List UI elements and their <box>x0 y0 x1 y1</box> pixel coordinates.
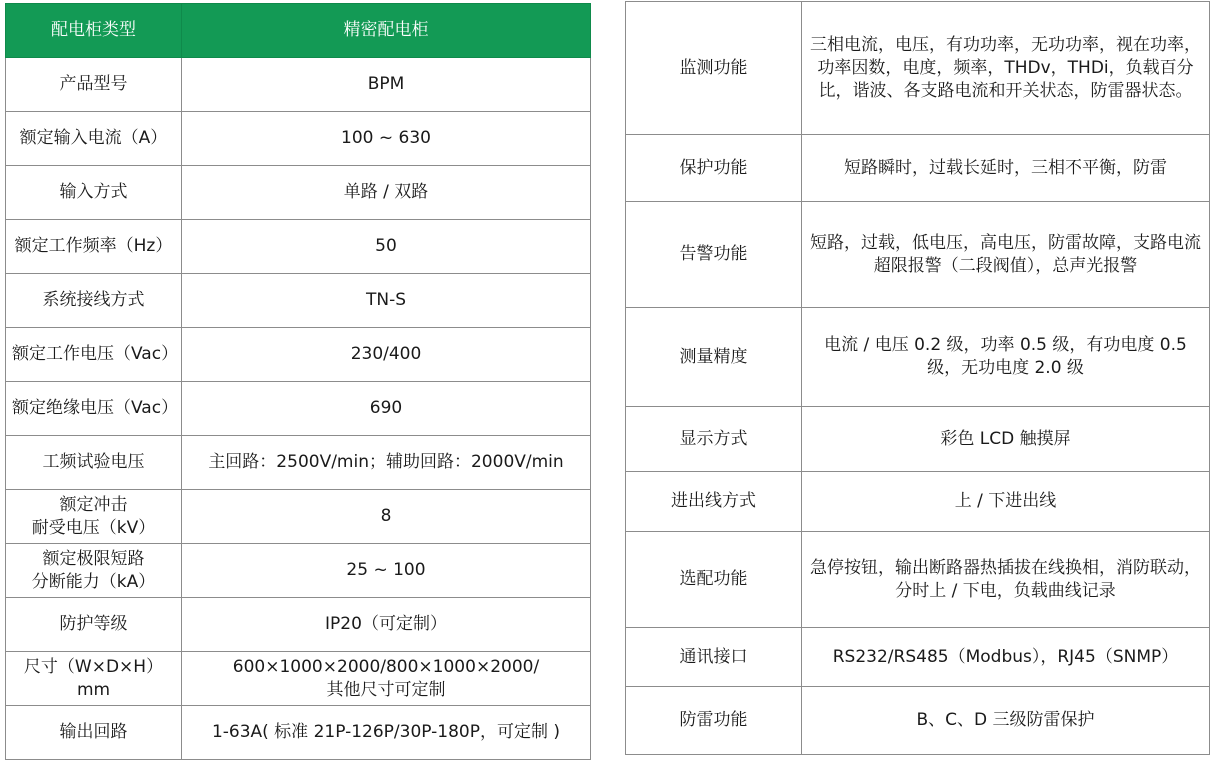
row-value: TN-S <box>182 274 591 328</box>
row-label: 额定绝缘电压（Vac） <box>6 382 182 436</box>
row-label: 测量精度 <box>626 308 802 407</box>
row-label: 系统接线方式 <box>6 274 182 328</box>
row-value: 单路 / 双路 <box>182 166 591 220</box>
table-row <box>626 2 1210 135</box>
row-label: 选配功能 <box>626 532 802 628</box>
row-label: 显示方式 <box>626 407 802 472</box>
table-row <box>6 544 591 598</box>
row-value: RS232/RS485（Modbus），RJ45（SNMP） <box>802 628 1210 687</box>
row-value: 上 / 下进出线 <box>802 472 1210 532</box>
row-label: 额定输入电流（A） <box>6 112 182 166</box>
row-label: 额定极限短路 分断能力（kA） <box>6 544 182 598</box>
row-value: BPM <box>182 58 591 112</box>
header-cabinet-type-value: 精密配电柜 <box>182 4 591 58</box>
table-row <box>6 58 591 112</box>
row-value: B、C、D 三级防雷保护 <box>802 687 1210 755</box>
table-row <box>6 706 591 760</box>
row-value: 230/400 <box>182 328 591 382</box>
row-label: 工频试验电压 <box>6 436 182 490</box>
table-row <box>6 328 591 382</box>
table-row <box>6 598 591 652</box>
table-row <box>626 407 1210 472</box>
table-row <box>6 490 591 544</box>
row-value: 100 ~ 630 <box>182 112 591 166</box>
table-row <box>626 472 1210 532</box>
table-header-row <box>6 4 591 58</box>
table-row <box>6 166 591 220</box>
spec-table-right <box>625 1 1210 755</box>
table-row <box>6 382 591 436</box>
row-label: 通讯接口 <box>626 628 802 687</box>
table-row <box>6 220 591 274</box>
row-label: 防护等级 <box>6 598 182 652</box>
row-label: 监测功能 <box>626 2 802 135</box>
table-row <box>626 532 1210 628</box>
row-value: 急停按钮，输出断路器热插拔在线换相，消防联动，分时上 / 下电，负载曲线记录 <box>802 532 1210 628</box>
row-label: 额定工作频率（Hz） <box>6 220 182 274</box>
row-value: 三相电流，电压，有功功率，无功功率，视在功率，功率因数，电度，频率，THDv，THDi，负载百分比，谐波、各支路电流和开关状态，防雷器状态。 <box>802 2 1210 135</box>
header-cabinet-type-label: 配电柜类型 <box>6 4 182 58</box>
table-row <box>626 202 1210 308</box>
row-value: 彩色 LCD 触摸屏 <box>802 407 1210 472</box>
row-label: 产品型号 <box>6 58 182 112</box>
row-value: IP20（可定制） <box>182 598 591 652</box>
table-row <box>6 112 591 166</box>
row-value: 50 <box>182 220 591 274</box>
row-value: 主回路：2500V/min；辅助回路：2000V/min <box>182 436 591 490</box>
row-label: 额定工作电压（Vac） <box>6 328 182 382</box>
row-label: 告警功能 <box>626 202 802 308</box>
row-label: 进出线方式 <box>626 472 802 532</box>
row-value: 8 <box>182 490 591 544</box>
row-label: 输出回路 <box>6 706 182 760</box>
row-label: 尺寸（W×D×H） mm <box>6 652 182 706</box>
spec-table-left <box>5 3 591 760</box>
row-label: 输入方式 <box>6 166 182 220</box>
table-row <box>626 687 1210 755</box>
row-label: 防雷功能 <box>626 687 802 755</box>
row-value: 1-63A( 标准 21P-126P/30P-180P，可定制 ) <box>182 706 591 760</box>
row-value: 25 ~ 100 <box>182 544 591 598</box>
table-row <box>626 135 1210 202</box>
row-value: 600×1000×2000/800×1000×2000/ 其他尺寸可定制 <box>182 652 591 706</box>
row-value: 短路瞬时，过载长延时，三相不平衡，防雷 <box>802 135 1210 202</box>
table-row <box>626 628 1210 687</box>
table-row <box>6 652 591 706</box>
row-label: 保护功能 <box>626 135 802 202</box>
row-value: 电流 / 电压 0.2 级，功率 0.5 级，有功电度 0.5 级，无功电度 2.0 级 <box>802 308 1210 407</box>
row-value: 690 <box>182 382 591 436</box>
row-label: 额定冲击 耐受电压（kV） <box>6 490 182 544</box>
row-value: 短路，过载，低电压，高电压，防雷故障，支路电流超限报警（二段阀值），总声光报警 <box>802 202 1210 308</box>
table-row <box>6 274 591 328</box>
table-row <box>626 308 1210 407</box>
table-row <box>6 436 591 490</box>
